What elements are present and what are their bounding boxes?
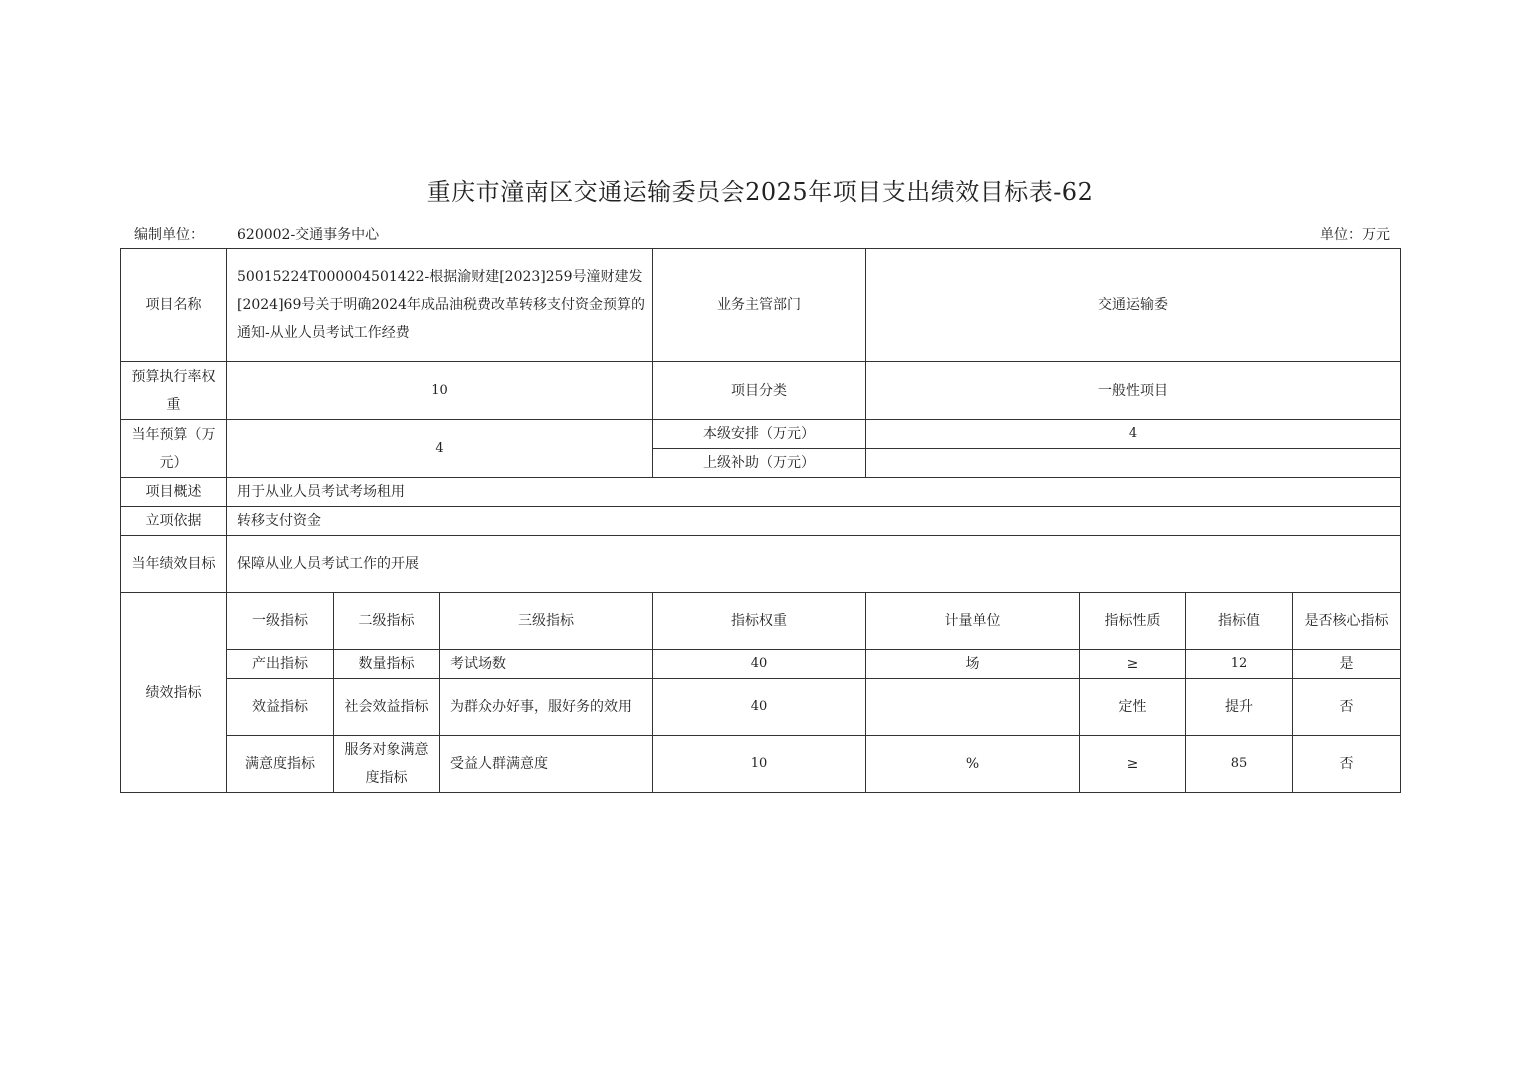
upper-label: 上级补助（万元） <box>653 449 866 478</box>
indicator-value: 提升 <box>1186 679 1293 736</box>
unit-label: 单位：万元 <box>1320 227 1390 243</box>
table-row <box>121 420 1401 449</box>
header-nature: 指标性质 <box>1080 593 1186 650</box>
header-level1: 一级指标 <box>227 593 334 650</box>
indicator-row <box>121 650 1401 679</box>
indicator-weight: 40 <box>653 679 866 736</box>
indicator-nature: ≥ <box>1080 736 1186 793</box>
header-level3: 三级指标 <box>440 593 653 650</box>
header-value: 指标值 <box>1186 593 1293 650</box>
indicator-row <box>121 679 1401 736</box>
dept-value: 交通运输委 <box>866 249 1401 362</box>
indicator-level3: 受益人群满意度 <box>440 736 653 793</box>
indicator-row <box>121 736 1401 793</box>
local-value: 4 <box>866 420 1401 449</box>
indicator-level3: 考试场数 <box>440 650 653 679</box>
indicator-core: 否 <box>1293 679 1401 736</box>
table-row <box>121 362 1401 420</box>
indicator-nature: 定性 <box>1080 679 1186 736</box>
indicator-weight: 40 <box>653 650 866 679</box>
indicator-level1: 效益指标 <box>227 679 334 736</box>
dept-label: 业务主管部门 <box>653 249 866 362</box>
header-level2: 二级指标 <box>334 593 440 650</box>
header-weight: 指标权重 <box>653 593 866 650</box>
indicator-level1: 满意度指标 <box>227 736 334 793</box>
meta-row <box>134 224 1390 246</box>
goal-label: 当年绩效目标 <box>121 536 227 593</box>
org-value: 620002-交通事务中心 <box>237 227 380 243</box>
exec-rate-value: 10 <box>227 362 653 420</box>
page-title: 重庆市潼南区交通运输委员会2025年项目支出绩效目标表-62 <box>426 178 1094 206</box>
budget-value: 4 <box>227 420 653 478</box>
local-label: 本级安排（万元） <box>653 420 866 449</box>
indicator-level3: 为群众办好事，服好务的效用 <box>440 679 653 736</box>
indicator-level2: 数量指标 <box>334 650 440 679</box>
project-name-value: 50015224T000004501422-根据渝财建[2023]259号潼财建发[2024]69号关于明确2024年成品油税费改革转移支付资金预算的通知-从业人员考试工作经费 <box>227 249 653 362</box>
indicator-unit <box>866 679 1080 736</box>
category-value: 一般性项目 <box>866 362 1401 420</box>
header-core: 是否核心指标 <box>1293 593 1401 650</box>
indicator-unit: 场 <box>866 650 1080 679</box>
table-row <box>121 478 1401 507</box>
indicator-level2: 服务对象满意度指标 <box>334 736 440 793</box>
table-row <box>121 536 1401 593</box>
overview-value: 用于从业人员考试考场租用 <box>227 478 1401 507</box>
indicator-level2: 社会效益指标 <box>334 679 440 736</box>
indicator-level1: 产出指标 <box>227 650 334 679</box>
table-row <box>121 507 1401 536</box>
indicator-value: 12 <box>1186 650 1293 679</box>
upper-value <box>866 449 1401 478</box>
project-name-label: 项目名称 <box>121 249 227 362</box>
indicator-core: 是 <box>1293 650 1401 679</box>
indicator-value: 85 <box>1186 736 1293 793</box>
org-label: 编制单位： <box>134 227 204 243</box>
perf-label: 绩效指标 <box>121 593 227 793</box>
indicator-unit: % <box>866 736 1080 793</box>
indicator-nature: ≥ <box>1080 650 1186 679</box>
goal-value: 保障从业人员考试工作的开展 <box>227 536 1401 593</box>
budget-label: 当年预算（万元） <box>121 420 227 478</box>
exec-rate-label: 预算执行率权重 <box>121 362 227 420</box>
category-label: 项目分类 <box>653 362 866 420</box>
indicator-weight: 10 <box>653 736 866 793</box>
overview-label: 项目概述 <box>121 478 227 507</box>
indicator-header-row <box>121 593 1401 650</box>
basis-value: 转移支付资金 <box>227 507 1401 536</box>
basis-label: 立项依据 <box>121 507 227 536</box>
performance-table <box>120 248 1401 793</box>
indicator-core: 否 <box>1293 736 1401 793</box>
header-unit: 计量单位 <box>866 593 1080 650</box>
table-row <box>121 249 1401 362</box>
